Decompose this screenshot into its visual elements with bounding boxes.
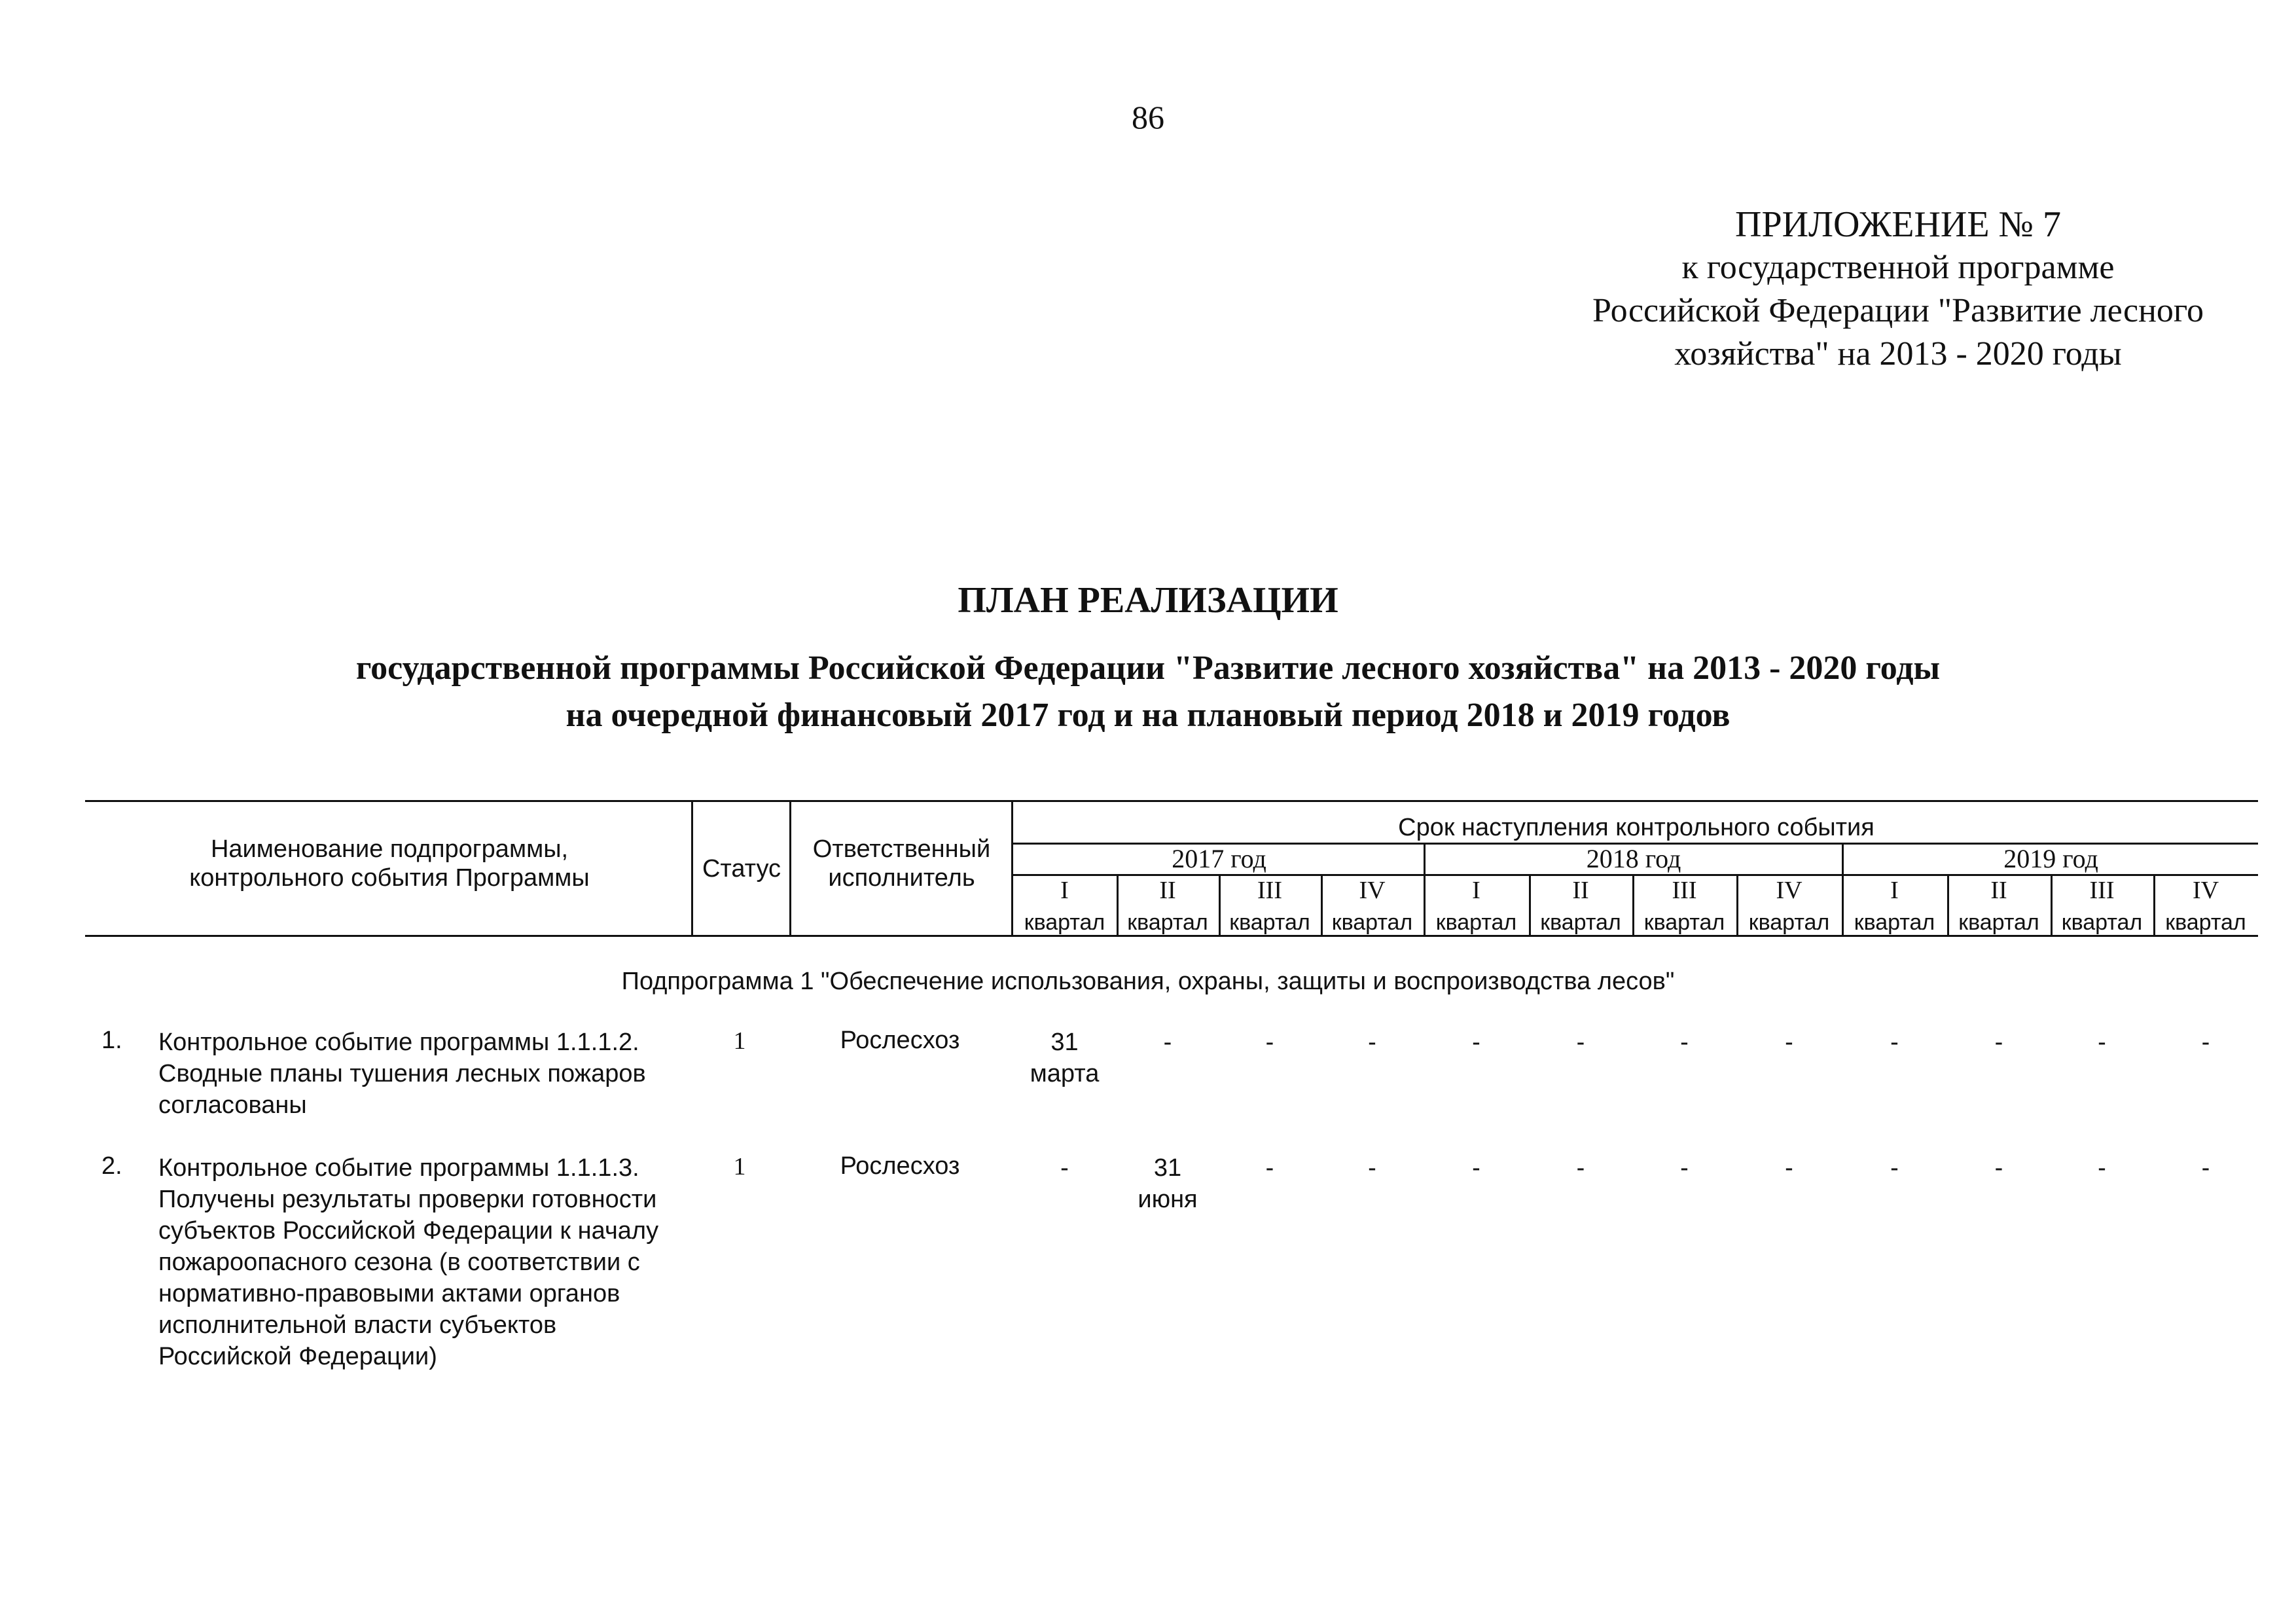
quarter-cell-line: июня [1138,1186,1198,1213]
header-top-rule [85,800,2258,802]
row-event-name: Контрольное событие программы 1.1.1.2. Сводные планы тушения лесных пожаров согласованы [158,1029,646,1119]
quarter-number: IV [2192,877,2219,904]
quarter-cell [1321,1027,1424,1058]
quarter-number: IV [1359,877,1386,904]
quarter-number: I [1060,877,1069,904]
annex-block [1505,203,2291,376]
quarter-cell [1632,1027,1736,1058]
quarter-cell-line: - [1994,1029,2003,1056]
plan-title: ПЛАН РЕАЛИЗАЦИИ [958,580,1338,621]
quarter-cell-line: - [2098,1029,2106,1056]
header-deadline: Срок наступления контрольного события [1398,814,1874,841]
quarter-word: квартал [1540,910,1621,935]
header-status: Статус [702,855,781,883]
quarter-cell [1529,1027,1632,1058]
quarter-word: квартал [1435,910,1517,935]
quarter-word: квартал [1643,910,1725,935]
quarter-cell-line: - [1680,1029,1689,1056]
quarter-cell-line: - [1265,1154,1274,1182]
row-event-name: Контрольное событие программы 1.1.1.3. Получены результаты проверки готовности субъектов Российской Федерации к началу пожароопасного сезона (в соответствии с нормативно-правовыми актами органов исполнительной власти субъектов Российской Федерации) [158,1154,659,1370]
quarter-word: квартал [2061,910,2143,935]
subprogram-heading: Подпрограмма 1 "Обеспечение использования, охраны, защиты и воспроизводства лесов" [621,968,1675,995]
quarter-cell [1321,1152,1424,1184]
quarter-number: I [1890,877,1899,904]
annex-title: ПРИЛОЖЕНИЕ № 7 [1735,204,2061,245]
quarter-number: II [1990,877,2007,904]
quarter-cell-line: - [1060,1154,1069,1182]
year-2019: 2019 год [2003,844,2098,873]
annex-line-1: к государственной программе [1681,249,2115,286]
quarter-cell-line: - [1680,1154,1689,1182]
row-number: 2. [101,1152,122,1180]
quarter-cell [1947,1027,2051,1058]
quarter-cell-line: - [1890,1029,1899,1056]
quarter-cell [1424,1027,1529,1058]
header-responsible [792,835,1011,892]
quarter-cell [1736,1027,1842,1058]
year-2017: 2017 год [1172,844,1266,873]
quarter-number: III [1672,877,1697,904]
col-rule-status-left [691,800,693,935]
quarter-cell [1947,1152,2051,1184]
annex-line-3: хозяйства" на 2013 - 2020 годы [1674,335,2122,373]
quarter-word: квартал [1229,910,1310,935]
quarter-cell [2051,1027,2153,1058]
quarter-cell [1529,1152,1632,1184]
quarter-cell [1013,1027,1117,1089]
quarter-cell [1013,1152,1117,1184]
quarter-cell [1842,1027,1947,1058]
quarter-cell-line: - [2201,1154,2210,1182]
quarter-cell [1424,1152,1529,1184]
quarter-cell [1117,1152,1219,1215]
quarter-cell-line: - [1368,1029,1376,1056]
quarter-cell [2153,1152,2258,1184]
quarter-cell-line: 31 [1050,1029,1079,1056]
quarter-number: II [1159,877,1176,904]
annex-line-2: Российской Федерации "Развитие лесного [1592,292,2204,329]
quarter-number: II [1572,877,1589,904]
quarter-cell-line: - [1785,1029,1793,1056]
year-2018: 2018 год [1586,844,1681,873]
quarter-cell-line: - [1994,1154,2003,1182]
quarter-cell-line: - [1265,1029,1274,1056]
quarter-word: квартал [1024,910,1105,935]
col-rule-status-right [789,800,791,935]
plan-subtitle-line-2: на очередной финансовый 2017 год и на плановый период 2018 и 2019 годов [565,697,1731,734]
quarter-number: III [2089,877,2115,904]
quarter-cell-line: - [1785,1154,1793,1182]
quarter-cell [1117,1027,1219,1058]
quarter-cell-line: - [1576,1154,1585,1182]
quarter-cell [1736,1152,1842,1184]
page-number: 86 [1132,99,1164,136]
quarter-cell-line: - [1368,1154,1376,1182]
quarter-cell [1842,1152,1947,1184]
row-responsible: Рослесхоз [840,1152,960,1180]
row-number: 1. [101,1027,122,1054]
quarter-cell-line: - [2201,1029,2210,1056]
quarter-cell [2051,1152,2153,1184]
plan-subtitle-line-1: государственной программы Российской Федерации "Развитие лесного хозяйства" на 2013 - 2020 годы [355,649,1941,687]
quarter-cell [2153,1027,2258,1058]
row-status: 1 [733,1027,746,1055]
quarter-cell-line: - [2098,1154,2106,1182]
quarter-cell-line: - [1472,1029,1480,1056]
quarter-word: квартал [1854,910,1935,935]
quarter-word: квартал [1958,910,2039,935]
quarter-cell-line: - [1576,1029,1585,1056]
quarter-cell-line: - [1163,1029,1172,1056]
quarter-cell [1632,1152,1736,1184]
quarter-cell-line: марта [1030,1060,1100,1087]
quarter-number: III [1257,877,1282,904]
header-name-line-1: Наименование подпрограммы, [210,835,569,863]
quarter-cell [1219,1027,1321,1058]
row-responsible: Рослесхоз [840,1027,960,1054]
quarter-cell-line: - [1890,1154,1899,1182]
quarter-cell-line: - [1472,1154,1480,1182]
quarter-word: квартал [1331,910,1413,935]
quarter-word: квартал [2165,910,2246,935]
row-status: 1 [733,1153,746,1180]
quarter-word: квартал [1127,910,1208,935]
header-responsible-line-2: исполнитель [828,864,975,892]
header-name-line-2: контрольного события Программы [189,864,590,892]
header-name [92,835,687,892]
quarter-word: квартал [1748,910,1830,935]
header-responsible-line-1: Ответственный [812,835,991,863]
quarter-cell [1219,1152,1321,1184]
quarter-number: IV [1776,877,1803,904]
quarter-number: I [1472,877,1480,904]
plan-subtitle [0,645,2296,739]
quarter-cell-line: 31 [1153,1154,1182,1182]
